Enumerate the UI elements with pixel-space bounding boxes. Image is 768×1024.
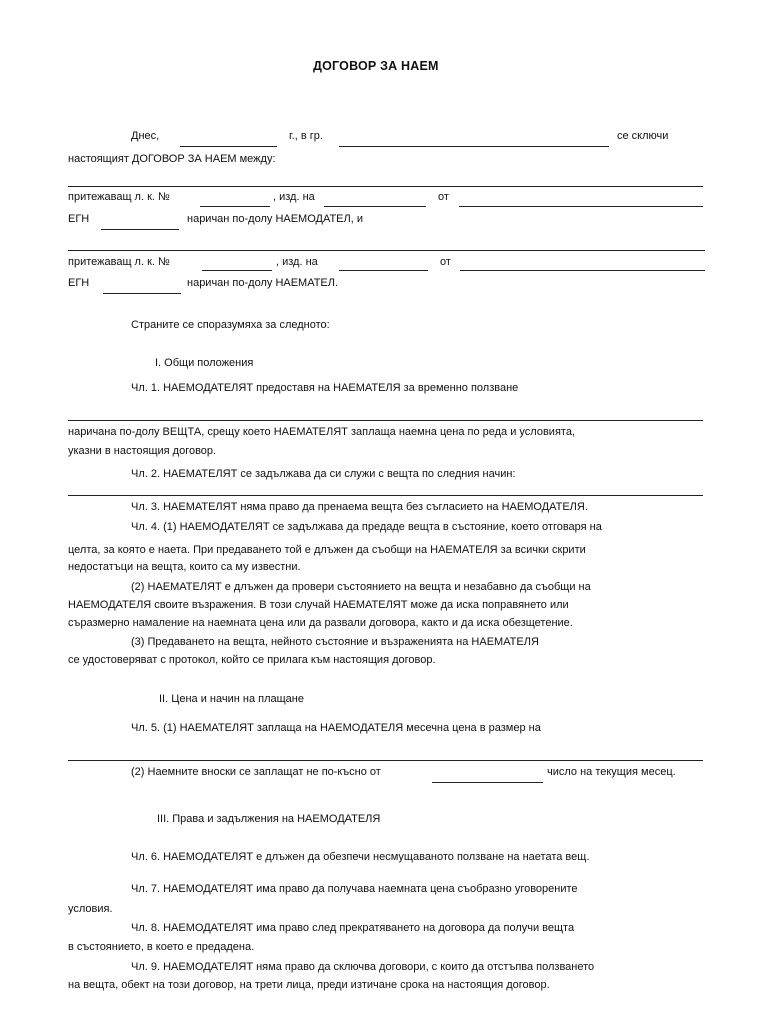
city-label: г., в гр. bbox=[289, 130, 323, 142]
article4-text: недостатъци на вещта, които са му известни. bbox=[68, 561, 301, 573]
article3-text: Чл. 3. НАЕМАТЕЛЯТ няма право да пренаема вещта без съгласието на НАЕМОДАТЕЛЯ. bbox=[131, 501, 588, 513]
article8-text: Чл. 8. НАЕМОДАТЕЛЯТ има право след прекратяването на договора да получи вещта bbox=[131, 922, 575, 934]
landlord-egn-field[interactable] bbox=[101, 229, 179, 230]
landlord-name-field[interactable] bbox=[68, 186, 703, 187]
monthly-price-field[interactable] bbox=[68, 760, 703, 761]
tenant-name-field[interactable] bbox=[68, 250, 705, 251]
tenant-id-label: притежаващ л. к. № bbox=[68, 256, 170, 268]
agreement-text: Страните се споразумяха за следното: bbox=[131, 319, 330, 331]
document-title: ДОГОВОР ЗА НАЕМ bbox=[313, 59, 439, 73]
tenant-egn-label: ЕГН bbox=[68, 277, 90, 289]
tenant-issued-field[interactable] bbox=[339, 270, 428, 271]
landlord-from-label: от bbox=[438, 191, 449, 203]
article1-text: Чл. 1. НАЕМОДАТЕЛЯТ предоставя на НАЕМАТЕЛЯ за временно ползване bbox=[131, 382, 519, 394]
article9-text: Чл. 9. НАЕМОДАТЕЛЯТ няма право да сключва договори, с които да отстъпва ползването bbox=[131, 961, 595, 973]
payment-day-field[interactable] bbox=[432, 782, 543, 783]
article4-paragraph3: се удостоверяват с протокол, който се прилага към настоящия договор. bbox=[68, 654, 436, 666]
landlord-egn-label: ЕГН bbox=[68, 213, 90, 225]
article6-text: Чл. 6. НАЕМОДАТЕЛЯТ е длъжен да обезпечи несмущаваното ползване на наетата вещ. bbox=[131, 851, 590, 863]
landlord-named-text: наричан по-долу НАЕМОДАТЕЛ, и bbox=[187, 213, 363, 225]
tenant-issued-label: , изд. на bbox=[276, 256, 318, 268]
article4-paragraph2: НАЕМОДАТЕЛЯ своите възражения. В този случай НАЕМАТЕЛЯТ може да иска поправянето или bbox=[68, 599, 569, 611]
tenant-from-field[interactable] bbox=[460, 270, 705, 271]
article4-paragraph2: (2) НАЕМАТЕЛЯТ е длъжен да провери състоянието на вещта и незабавно да съобщи на bbox=[131, 581, 591, 593]
landlord-issued-label: , изд. на bbox=[273, 191, 315, 203]
date-field[interactable] bbox=[180, 146, 277, 147]
article2-text: Чл. 2. НАЕМАТЕЛЯТ се задължава да си служи с вещта по следния начин: bbox=[131, 468, 516, 480]
article9-text: на вещта, обект на този договор, на трети лица, преди изтичане срока на настоящия договор. bbox=[68, 979, 550, 991]
article7-text: условия. bbox=[68, 903, 113, 915]
article1-continuation: наричана по-долу ВЕЩТА, срещу което НАЕМАТЕЛЯТ заплаща наемна цена по реда и условията, bbox=[68, 426, 575, 438]
usage-method-field[interactable] bbox=[68, 495, 703, 496]
landlord-id-field[interactable] bbox=[200, 206, 270, 207]
city-field[interactable] bbox=[339, 146, 609, 147]
tenant-egn-field[interactable] bbox=[103, 293, 181, 294]
landlord-id-label: притежаващ л. к. № bbox=[68, 191, 170, 203]
article4-text: целта, за която е наета. При предаването той е длъжен да съобщи на НАЕМАТЕЛЯ за всички скрити bbox=[68, 544, 586, 556]
article4-paragraph2: съразмерно намаление на наемната цена или да развали договора, както и да иска обезщетение. bbox=[68, 617, 573, 629]
article7-text: Чл. 7. НАЕМОДАТЕЛЯТ има право да получава наемната цена съобразно уговорените bbox=[131, 883, 578, 895]
article1-continuation: указни в настоящия договор. bbox=[68, 445, 217, 457]
article4-text: Чл. 4. (1) НАЕМОДАТЕЛЯТ се задължава да предаде вещта в състояние, което отговаря на bbox=[131, 521, 602, 533]
contract-between-text: настоящият ДОГОВОР ЗА НАЕМ между: bbox=[68, 153, 276, 165]
article4-paragraph3: (3) Предаването на вещта, нейното състояние и възраженията на НАЕМАТЕЛЯ bbox=[131, 636, 539, 648]
landlord-issued-field[interactable] bbox=[324, 206, 426, 207]
landlord-from-field[interactable] bbox=[459, 206, 703, 207]
article5-text: Чл. 5. (1) НАЕМАТЕЛЯТ заплаща на НАЕМОДАТЕЛЯ месечна цена в размер на bbox=[131, 722, 541, 734]
tenant-from-label: от bbox=[440, 256, 451, 268]
article5-paragraph2: (2) Наемните вноски се заплащат не по-късно от bbox=[131, 766, 381, 778]
section3-heading: III. Права и задължения на НАЕМОДАТЕЛЯ bbox=[157, 813, 381, 825]
article5-paragraph2-end: число на текущия месец. bbox=[547, 766, 676, 778]
tenant-id-field[interactable] bbox=[202, 270, 272, 271]
tenant-named-text: наричан по-долу НАЕМАТЕЛ. bbox=[187, 277, 339, 289]
today-label: Днес, bbox=[131, 130, 160, 142]
item-description-field[interactable] bbox=[68, 420, 703, 421]
section1-heading: I. Общи положения bbox=[155, 357, 254, 369]
article8-text: в състоянието, в което е предадена. bbox=[68, 941, 255, 953]
concluded-label: се сключи bbox=[617, 130, 669, 142]
section2-heading: II. Цена и начин на плащане bbox=[159, 693, 304, 705]
